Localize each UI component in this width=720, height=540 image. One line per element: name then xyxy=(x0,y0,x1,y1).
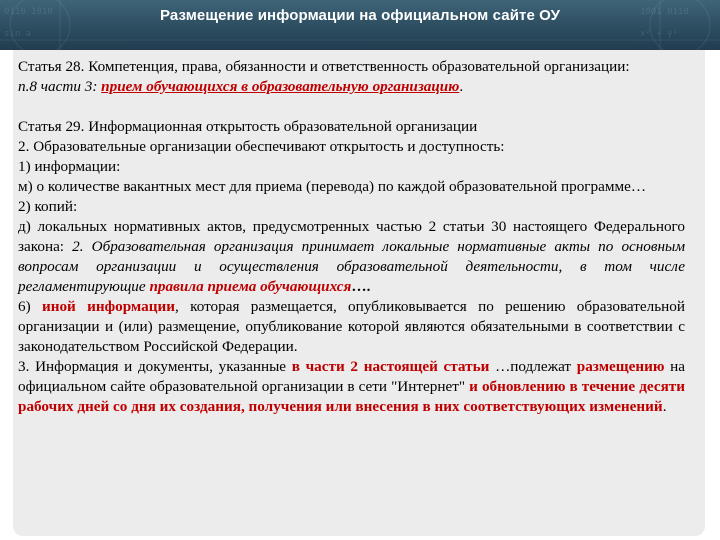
item-d-quote: 2. Образовательная организация принимает локальные нормативные акты по основным вопросам организации и осуществления образовательной деятельности, в том числе регламентирующие xyxy=(18,238,686,295)
article-29-part-3 xyxy=(18,357,685,417)
item-6-text: , которая размещается, опубликовывается по решению образовательной организации и (или) размещение, опубликование которой являются обязательными в соответствии с законодательством Российской Федерации. xyxy=(18,298,685,355)
clause-end: . xyxy=(459,78,464,95)
svg-text:sin a: sin a xyxy=(4,29,32,39)
part-3-highlight-3: и обновлению в течение десяти рабочих дней со дня их создания, получения или внесения в них соответствующих изменений xyxy=(18,378,685,415)
item-d-highlight: правила приема обучающихся xyxy=(149,278,352,295)
article-29-item-2: 2) копий: xyxy=(18,198,78,215)
article-28-clause xyxy=(18,77,685,97)
svg-text:0110 1010: 0110 1010 xyxy=(4,7,53,17)
svg-text:x² + y²: x² + y² xyxy=(640,29,678,39)
item-d-end: …. xyxy=(351,278,371,295)
page-title: Размещение информации на официальном сайте ОУ xyxy=(159,7,561,24)
article-28-heading: Статья 28. Компетенция, права, обязанности и ответственность образовательной организации: xyxy=(18,58,630,75)
header-banner xyxy=(0,0,720,50)
article-29-item-d xyxy=(18,217,685,297)
document-body xyxy=(18,57,685,417)
part-3-mid-1: …подлежат xyxy=(489,358,577,375)
article-29-item-6 xyxy=(18,297,685,357)
part-3-mid-2: на официальном сайте образовательной организации в сети "Интернет" xyxy=(18,358,686,395)
item-6-highlight: иной информации xyxy=(41,298,176,315)
part-3-end: . xyxy=(662,398,667,415)
article-29-heading: Статья 29. Информационная открытость образовательной организации xyxy=(18,118,478,135)
clause-reference: п.8 части 3: xyxy=(18,78,102,95)
part-3-start: 3. Информация и документы, указанные xyxy=(18,358,292,375)
svg-text:1001 0110: 1001 0110 xyxy=(640,7,689,17)
article-29-item-m: м) о количестве вакантных мест для приема (перевода) по каждой образовательной программе… xyxy=(18,178,647,195)
part-3-highlight-2: размещению xyxy=(576,358,665,375)
item-d-text: д) локальных нормативных актов, предусмотренных частью 2 статьи 30 настоящего Федерального закона: xyxy=(18,218,685,255)
article-29-item-1: 1) информации: xyxy=(18,158,121,175)
paragraph-gap xyxy=(18,97,685,117)
clause-highlight: прием обучающихся в образовательную организацию xyxy=(101,78,460,95)
article-29-part-2: 2. Образовательные организации обеспечивают открытость и доступность: xyxy=(18,138,505,155)
part-3-highlight-1: в части 2 настоящей статьи xyxy=(291,358,490,375)
item-6-number: 6) xyxy=(18,298,42,315)
